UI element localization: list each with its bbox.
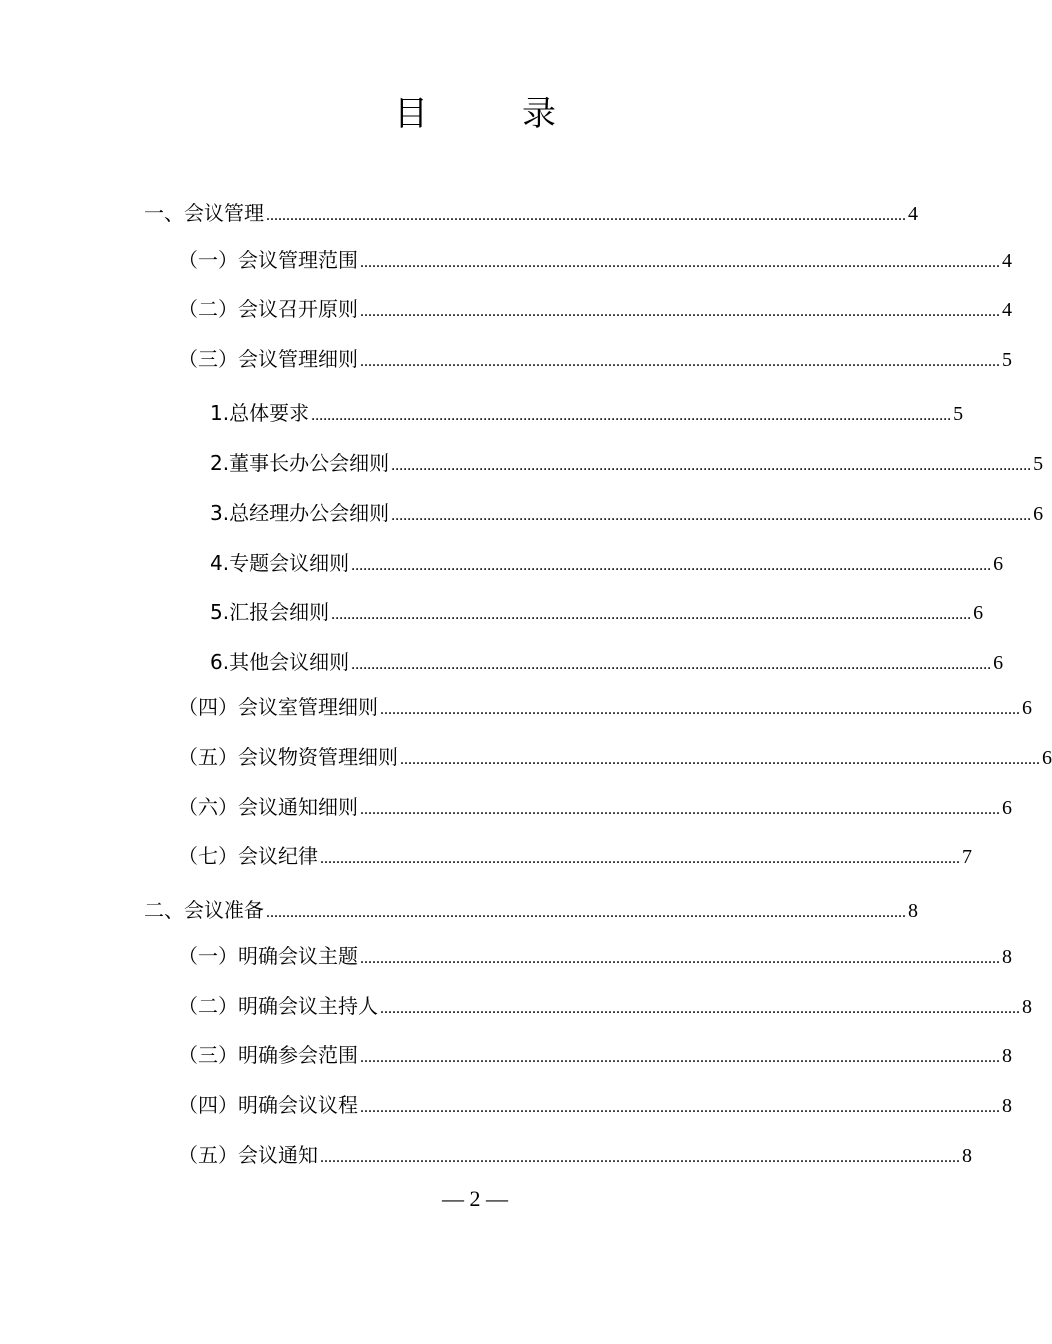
toc-entry-page: 4 [908,203,918,225]
toc-entry[interactable] [178,346,1012,372]
toc-entry-page: 8 [1002,1045,1012,1067]
toc-entry-label: （四）明确会议议程 [178,1093,358,1117]
toc-entry-page: 8 [962,1145,972,1167]
toc-entry[interactable] [178,247,1012,273]
toc-entry[interactable] [178,943,1012,969]
dot-leader: ................................................................................................................................................................ [331,606,972,623]
toc-entry-page: 8 [1022,996,1032,1018]
toc-entry-label: （三）明确参会范围 [178,1043,358,1067]
toc-entry-label: （五）会议通知 [178,1143,318,1167]
toc-entry[interactable] [178,1142,972,1168]
toc-entry[interactable] [178,993,1032,1019]
toc-entry[interactable] [178,843,972,869]
toc-entry-label: 二、会议准备 [144,898,264,922]
toc-entry[interactable] [210,450,1044,476]
toc-entry-label: 5.汇报会细则 [210,600,330,624]
toc-entry[interactable] [210,500,1044,526]
dot-leader: ................................................................................................................................................................ [360,801,1000,818]
toc-entry-page: 4 [1002,250,1012,272]
toc-entry[interactable] [178,744,1052,770]
toc-entry-page: 5 [1033,453,1044,475]
toc-entry-label: （二）明确会议主持人 [178,994,378,1018]
toc-entry-label: 2.董事长办公会细则 [210,451,390,475]
dot-leader: ................................................................................................................................................................ [391,507,1032,524]
dot-leader: ................................................................................................................................................................ [380,701,1020,718]
dot-leader: ................................................................................................................................................................ [360,1049,1000,1066]
toc-entry-label: 一、会议管理 [144,201,264,225]
toc-entry-page: 4 [1002,299,1012,321]
toc-entry-label: 4.专题会议细则 [210,551,350,575]
dot-leader: ................................................................................................................................................................ [360,254,1000,271]
page-title: 目 录 [394,94,586,134]
toc-entry[interactable] [210,599,984,625]
toc-entry[interactable] [178,1042,1012,1068]
toc-entry-label: （五）会议物资管理细则 [178,745,398,769]
toc-entry-label: 1.总体要求 [210,401,310,425]
dot-leader: ................................................................................................................................................................ [320,1149,960,1166]
toc-entry-page: 6 [993,652,1004,674]
toc-entry-page: 6 [1022,697,1032,719]
page-number-footer: — 2 — [442,1186,508,1211]
toc-entry-label: 3.总经理办公会细则 [210,501,390,525]
toc-entry-page: 8 [908,900,918,922]
toc-entry-label: （一）会议管理范围 [178,248,358,272]
dot-leader: ................................................................................................................................................................ [266,207,906,224]
dot-leader: ................................................................................................................................................................ [351,656,992,673]
toc-entry-page: 6 [1002,797,1012,819]
toc-entry-page: 8 [1002,946,1012,968]
toc-entry-label: （三）会议管理细则 [178,347,358,371]
toc-entry-label: （二）会议召开原则 [178,297,358,321]
toc-entry[interactable] [210,400,964,426]
toc-entry-page: 5 [1002,349,1012,371]
toc-entry-label: 6.其他会议细则 [210,650,350,674]
dot-leader: ................................................................................................................................................................ [360,303,1000,320]
toc-entry[interactable] [178,694,1032,720]
dot-leader: ................................................................................................................................................................ [320,850,960,867]
toc-entry[interactable] [178,296,1012,322]
dot-leader: ................................................................................................................................................................ [360,1099,1000,1116]
toc-entry-page: 7 [962,846,972,868]
dot-leader: ................................................................................................................................................................ [351,557,992,574]
toc-entry[interactable] [144,200,918,226]
toc-entry-page: 8 [1002,1095,1012,1117]
dot-leader: ................................................................................................................................................................ [380,1000,1020,1017]
toc-entry[interactable] [144,897,918,923]
dot-leader: ................................................................................................................................................................ [400,751,1040,768]
toc-entry-page: 6 [1042,747,1052,769]
toc-entry-page: 6 [1033,503,1044,525]
toc-entry[interactable] [178,794,1012,820]
toc-entry-label: （六）会议通知细则 [178,795,358,819]
dot-leader: ................................................................................................................................................................ [266,904,906,921]
dot-leader: ................................................................................................................................................................ [311,407,952,424]
dot-leader: ................................................................................................................................................................ [391,457,1032,474]
toc-entry-label: （一）明确会议主题 [178,944,358,968]
toc-entry[interactable] [210,550,1004,576]
toc-entry-page: 6 [993,553,1004,575]
toc-entry[interactable] [210,649,1004,675]
dot-leader: ................................................................................................................................................................ [360,353,1000,370]
dot-leader: ................................................................................................................................................................ [360,950,1000,967]
toc-entry[interactable] [178,1092,1012,1118]
toc-entry-label: （四）会议室管理细则 [178,695,378,719]
toc-entry-page: 5 [953,403,964,425]
toc-entry-page: 6 [973,602,984,624]
toc-entry-label: （七）会议纪律 [178,844,318,868]
